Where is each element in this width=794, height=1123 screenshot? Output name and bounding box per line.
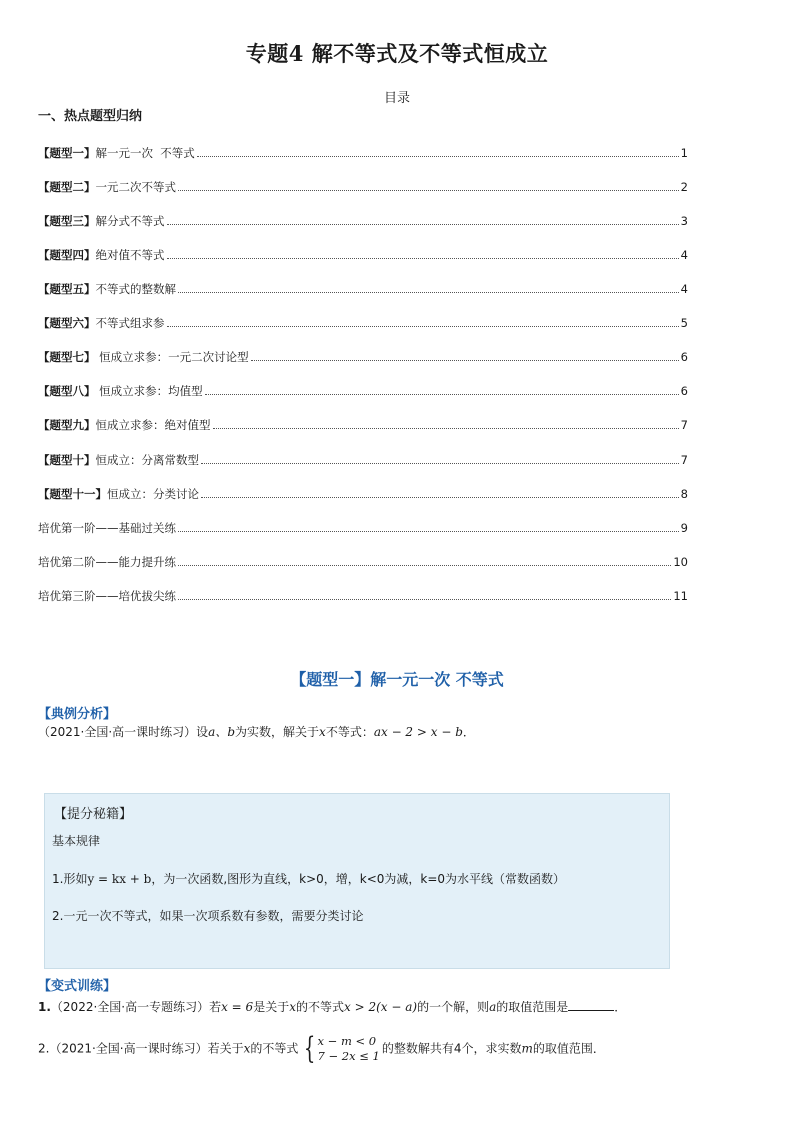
toc-entry-tag: 【题型十】 (38, 453, 96, 467)
toc-entry-page: 8 (680, 487, 688, 501)
toc-entry-page: 4 (680, 282, 688, 296)
toc-entry[interactable] (38, 415, 688, 433)
toc-leader (167, 223, 679, 225)
toc-entry[interactable] (38, 518, 688, 536)
toc-leader (251, 359, 679, 361)
toc-leader (213, 427, 679, 429)
q1-mid3: 的一个解，则 (417, 1000, 490, 1014)
tips-rule-1 (52, 870, 565, 887)
toc-entry[interactable] (38, 211, 688, 229)
example-tail: 不等式： (325, 725, 374, 739)
toc-entry-label: 解一元一次 不等式 (95, 146, 195, 160)
toc-entry-label: 不等式组求参 (95, 316, 165, 330)
document-title: 专题4 解不等式及不等式恒成立 (245, 41, 549, 66)
toc-entry-tag: 【题型八】 (38, 384, 96, 398)
toc-entry-page: 4 (680, 248, 688, 262)
toc-leader (178, 291, 679, 293)
q1-mid: 是关于 (253, 1000, 290, 1014)
toc-caption: 目录 (383, 91, 410, 106)
inequality-system (300, 1031, 380, 1066)
toc-entry-label: 恒成立：分离常数型 (95, 453, 199, 467)
q1-inequality: x > 2(x − a) (344, 1000, 418, 1014)
toc-entry[interactable] (38, 586, 688, 604)
question-number: 1. (38, 1000, 51, 1014)
q1-tail: 的取值范围是 (496, 1000, 569, 1014)
q2-tail: 的取值范围． (532, 1041, 605, 1056)
practice-question-1 (38, 998, 626, 1015)
toc-leader (167, 325, 679, 327)
toc-entry-page: 5 (680, 316, 688, 330)
tips-subtitle: 基本规律 (52, 834, 101, 848)
q1-mid2: 的不等式 (295, 1000, 344, 1014)
toc-entry[interactable] (38, 177, 688, 195)
q1-a: a (489, 1000, 497, 1014)
brace-symbol: { (304, 1031, 316, 1066)
toc-entry-label: 恒成立求参：绝对值型 (95, 418, 211, 432)
toc-entry-tag: 【题型十一】 (38, 487, 107, 501)
toc-leader (178, 564, 671, 566)
toc-entry-label: 培优第二阶——能力提升练 (38, 555, 176, 569)
toc-leader (178, 598, 671, 600)
toc-entry[interactable] (38, 484, 688, 502)
example-question (38, 723, 475, 740)
toc-entry-tag: 【题型三】 (38, 214, 96, 228)
system-line-2: 7 − 2x ≤ 1 (317, 1049, 380, 1063)
toc-entry-page: 6 (680, 350, 688, 364)
toc-entry-label: 恒成立：分类讨论 (107, 487, 199, 501)
tips-rule-2: 2.一元一次不等式，如果一次项系数有参数，需要分类讨论 (52, 909, 364, 923)
answer-blank[interactable] (568, 998, 614, 1011)
q1-x: x (289, 1000, 296, 1014)
toc-entry-label: 恒成立求参：一元二次讨论型 (95, 350, 249, 364)
toc-entry[interactable] (38, 381, 688, 399)
tips-box (44, 793, 670, 969)
example-tag: 【典例分析】 (38, 707, 117, 722)
system-line-1: x − m < 0 (317, 1034, 377, 1048)
toc-leader (167, 257, 679, 259)
example-end: ． (462, 725, 475, 739)
toc-entry[interactable] (38, 552, 688, 570)
toc-entry-page: 9 (680, 521, 688, 535)
example-mid: 为实数，解关于 (235, 725, 320, 739)
linear-function-formula: y = kx + b (87, 872, 152, 886)
type1-heading: 【题型一】解一元一次 不等式 (290, 670, 504, 689)
example-source: （2021·全国·高一课时练习）设 (38, 725, 209, 739)
toc-entry-tag: 【题型六】 (38, 316, 96, 330)
q2-mid: 的不等式 (250, 1041, 299, 1056)
example-vars: a、b (208, 725, 236, 739)
q2-x: x (243, 1041, 251, 1056)
toc-entry-page: 1 (680, 146, 688, 160)
toc-entry-label: 培优第一阶——基础过关练 (38, 521, 176, 535)
tips-rule-1-prefix: 1.形如 (52, 872, 88, 886)
toc-entry-label: 培优第三阶——培优拔尖练 (38, 589, 176, 603)
toc-entry[interactable] (38, 143, 688, 161)
toc-entry-label: 恒成立求参：均值型 (95, 384, 203, 398)
tips-title: 【提分秘籍】 (54, 807, 133, 822)
toc-entry-page: 7 (680, 418, 688, 432)
toc-entry-page: 10 (673, 555, 688, 569)
toc-entry-page: 3 (680, 214, 688, 228)
toc-entry-tag: 【题型二】 (38, 180, 96, 194)
toc-leader (201, 496, 679, 498)
example-inequality: ax − 2 > x − b (373, 725, 463, 739)
q1-end: ． (614, 1000, 627, 1014)
toc-entry-page: 7 (680, 453, 688, 467)
example-x: x (319, 725, 326, 739)
toc-entry[interactable] (38, 279, 688, 297)
toc-leader (197, 155, 679, 157)
toc-entry-tag: 【题型七】 (38, 350, 96, 364)
q2-mid2: 的整数解共有4个，求实数 (381, 1041, 522, 1056)
toc-leader (201, 462, 679, 464)
toc-entry[interactable] (38, 245, 688, 263)
toc-entry-label: 不等式的整数解 (95, 282, 176, 296)
question-number: 2. (38, 1041, 50, 1056)
toc-entry-tag: 【题型一】 (38, 146, 96, 160)
toc-entry-tag: 【题型四】 (38, 248, 96, 262)
toc-leader (178, 530, 679, 532)
practice-question-2 (38, 1031, 605, 1066)
toc-entry-page: 11 (673, 589, 688, 603)
toc-entry[interactable] (38, 347, 688, 365)
toc-leader (178, 189, 679, 191)
q1-source: （2022·全国·高一专题练习）若 (50, 1000, 222, 1014)
toc-entry-page: 6 (680, 384, 688, 398)
toc-entry[interactable] (38, 450, 688, 468)
toc-entry-tag: 【题型九】 (38, 418, 96, 432)
toc-entry-label: 一元二次不等式 (95, 180, 176, 194)
toc-entry-label: 绝对值不等式 (95, 248, 165, 262)
toc-entry[interactable] (38, 313, 688, 331)
section-heading: 一、热点题型归纳 (38, 109, 143, 124)
q2-m: m (521, 1041, 533, 1056)
tips-rule-1-suffix: ，为一次函数,图形为直线，k>0，增，k<0为减，k=0为水平线（常数函数） (151, 872, 566, 886)
q2-source: （2021·全国·高一课时练习）若关于 (49, 1041, 244, 1056)
toc-leader (205, 393, 679, 395)
toc-entry-tag: 【题型五】 (38, 282, 96, 296)
toc-entry-page: 2 (680, 180, 688, 194)
q1-condition: x = 6 (221, 1000, 254, 1014)
practice-tag: 【变式训练】 (38, 979, 117, 994)
toc-entry-label: 解分式不等式 (95, 214, 165, 228)
